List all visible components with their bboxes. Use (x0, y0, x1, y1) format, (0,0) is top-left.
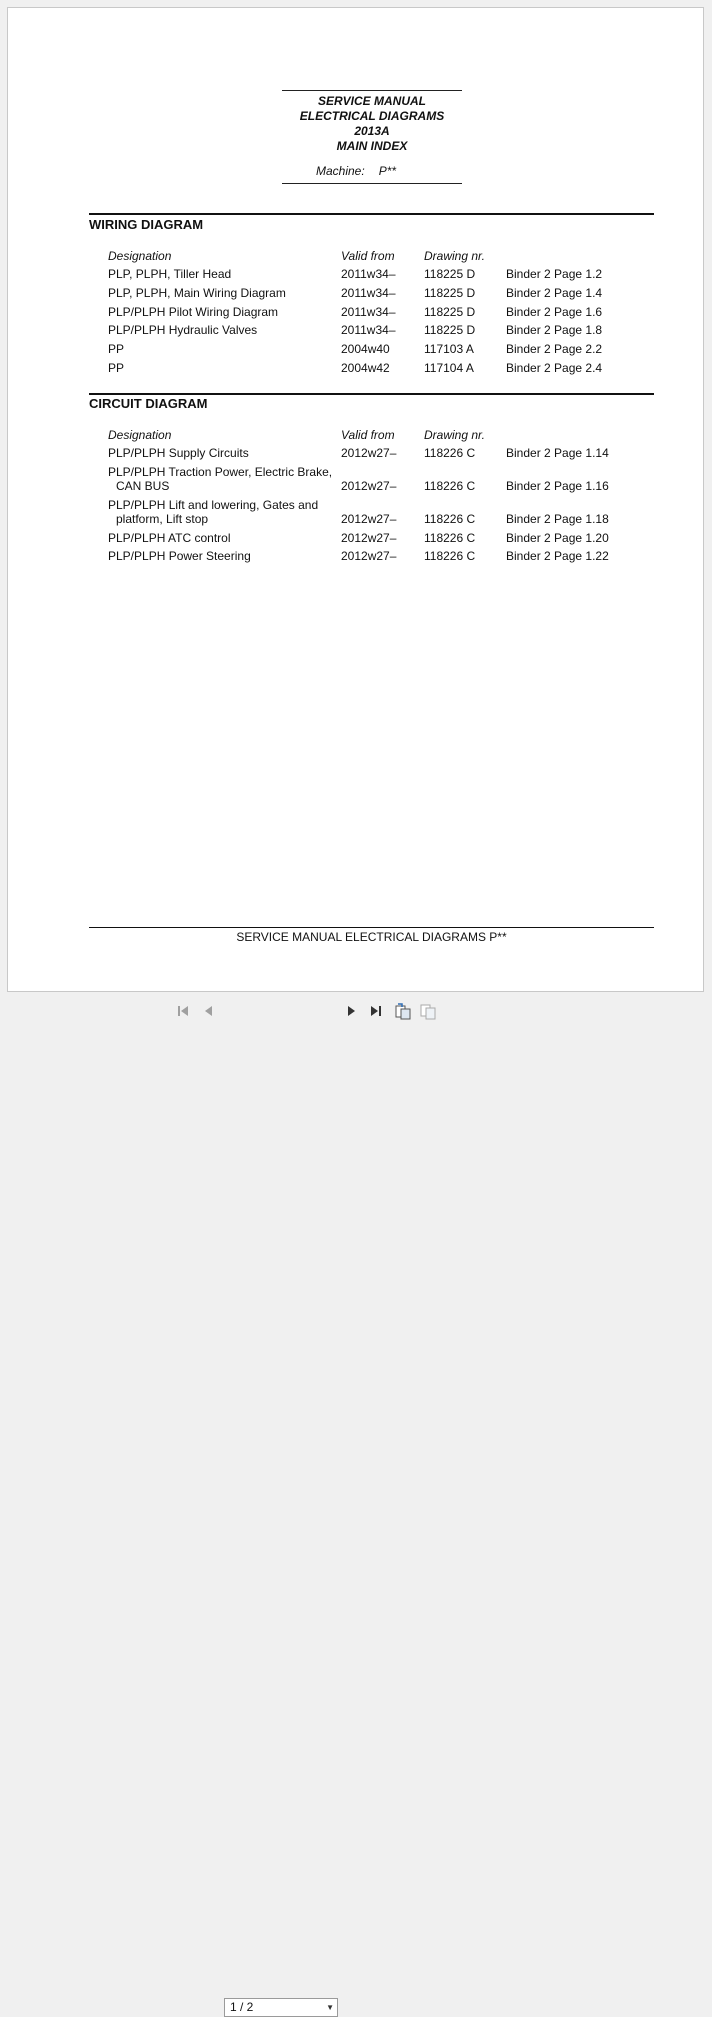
row-designation-cont: platform, Lift stop (116, 512, 209, 526)
row-drawing: 118225 D (424, 323, 476, 337)
row-valid: 2012w27– (341, 531, 397, 545)
next-page-icon[interactable] (346, 1004, 358, 1021)
row-designation: PP (108, 342, 125, 356)
circuit-section-rule (89, 393, 654, 395)
row-designation: PLP, PLPH, Tiller Head (108, 267, 232, 281)
row-valid: 2011w34– (341, 305, 396, 319)
row-designation: PLP/PLPH Supply Circuits (108, 446, 249, 460)
row-designation: PLP/PLPH Traction Power, Electric Brake, (108, 465, 333, 479)
circuit-section-title: CIRCUIT DIAGRAM (89, 396, 208, 411)
wiring-section-title: WIRING DIAGRAM (89, 217, 204, 232)
row-binder: Binder 2 Page 1.8 (506, 323, 603, 337)
row-drawing: 117104 A (424, 361, 474, 375)
page-indicator: 1 / 2 (230, 2000, 254, 2014)
row-valid: 2012w27– (341, 549, 397, 563)
header-line-3: 2013A (354, 124, 390, 138)
row-valid: 2012w27– (341, 479, 397, 493)
row-valid: 2012w27– (341, 512, 397, 526)
row-binder: Binder 2 Page 1.6 (506, 305, 603, 319)
first-page-icon[interactable] (176, 1004, 190, 1021)
header-bottom-rule (282, 183, 462, 184)
circuit-col-drawing: Drawing nr. (424, 428, 485, 442)
prev-page-icon[interactable] (202, 1004, 214, 1021)
row-drawing: 117103 A (424, 342, 474, 356)
row-valid: 2012w27– (341, 446, 397, 460)
rotate-page-icon[interactable] (394, 1002, 412, 1023)
row-drawing: 118225 D (424, 286, 476, 300)
wiring-col-designation: Designation (108, 249, 172, 263)
two-page-view-icon[interactable] (419, 1002, 437, 1023)
wiring-col-valid: Valid from (341, 249, 395, 263)
row-designation: PLP, PLPH, Main Wiring Diagram (108, 286, 286, 300)
viewer-toolbar (0, 996, 712, 2014)
footer-rule (89, 927, 654, 928)
row-designation: PLP/PLPH ATC control (108, 531, 231, 545)
machine-line (316, 164, 410, 178)
row-drawing: 118226 C (424, 446, 476, 460)
row-binder: Binder 2 Page 1.18 (506, 512, 609, 526)
row-drawing: 118226 C (424, 549, 476, 563)
row-drawing: 118225 D (424, 267, 476, 281)
wiring-section-rule (89, 213, 654, 215)
row-valid: 2004w40 (341, 342, 390, 356)
page-number-select[interactable] (224, 1998, 338, 2017)
header-line-2: ELECTRICAL DIAGRAMS (299, 109, 445, 123)
machine-value: P** (378, 164, 397, 178)
circuit-col-designation: Designation (108, 428, 172, 442)
row-binder: Binder 2 Page 1.2 (506, 267, 603, 281)
machine-label: Machine: (316, 164, 365, 178)
header-line-4: MAIN INDEX (336, 139, 408, 153)
wiring-col-drawing: Drawing nr. (424, 249, 485, 263)
row-drawing: 118226 C (424, 512, 476, 526)
header-line-1: SERVICE MANUAL (317, 94, 426, 108)
row-binder: Binder 2 Page 1.4 (506, 286, 603, 300)
row-binder: Binder 2 Page 2.4 (506, 361, 603, 375)
header-top-rule (282, 90, 462, 91)
row-designation-cont: CAN BUS (116, 479, 170, 493)
row-drawing: 118226 C (424, 479, 476, 493)
row-designation: PLP/PLPH Lift and lowering, Gates and (108, 498, 319, 512)
row-valid: 2011w34– (341, 286, 396, 300)
last-page-icon[interactable] (369, 1004, 383, 1021)
row-binder: Binder 2 Page 1.20 (506, 531, 609, 545)
row-binder: Binder 2 Page 2.2 (506, 342, 603, 356)
row-binder: Binder 2 Page 1.16 (506, 479, 609, 493)
page-footer: SERVICE MANUAL ELECTRICAL DIAGRAMS P** (236, 930, 507, 944)
row-binder: Binder 2 Page 1.14 (506, 446, 609, 460)
row-designation: PP (108, 361, 125, 375)
chevron-down-icon: ▼ (326, 2003, 334, 2012)
row-designation: PLP/PLPH Hydraulic Valves (108, 323, 258, 337)
row-drawing: 118225 D (424, 305, 476, 319)
row-valid: 2011w34– (341, 267, 396, 281)
row-drawing: 118226 C (424, 531, 476, 545)
row-valid: 2004w42 (341, 361, 390, 375)
circuit-col-valid: Valid from (341, 428, 395, 442)
row-designation: PLP/PLPH Power Steering (108, 549, 251, 563)
row-binder: Binder 2 Page 1.22 (506, 549, 609, 563)
row-valid: 2011w34– (341, 323, 396, 337)
row-designation: PLP/PLPH Pilot Wiring Diagram (108, 305, 279, 319)
